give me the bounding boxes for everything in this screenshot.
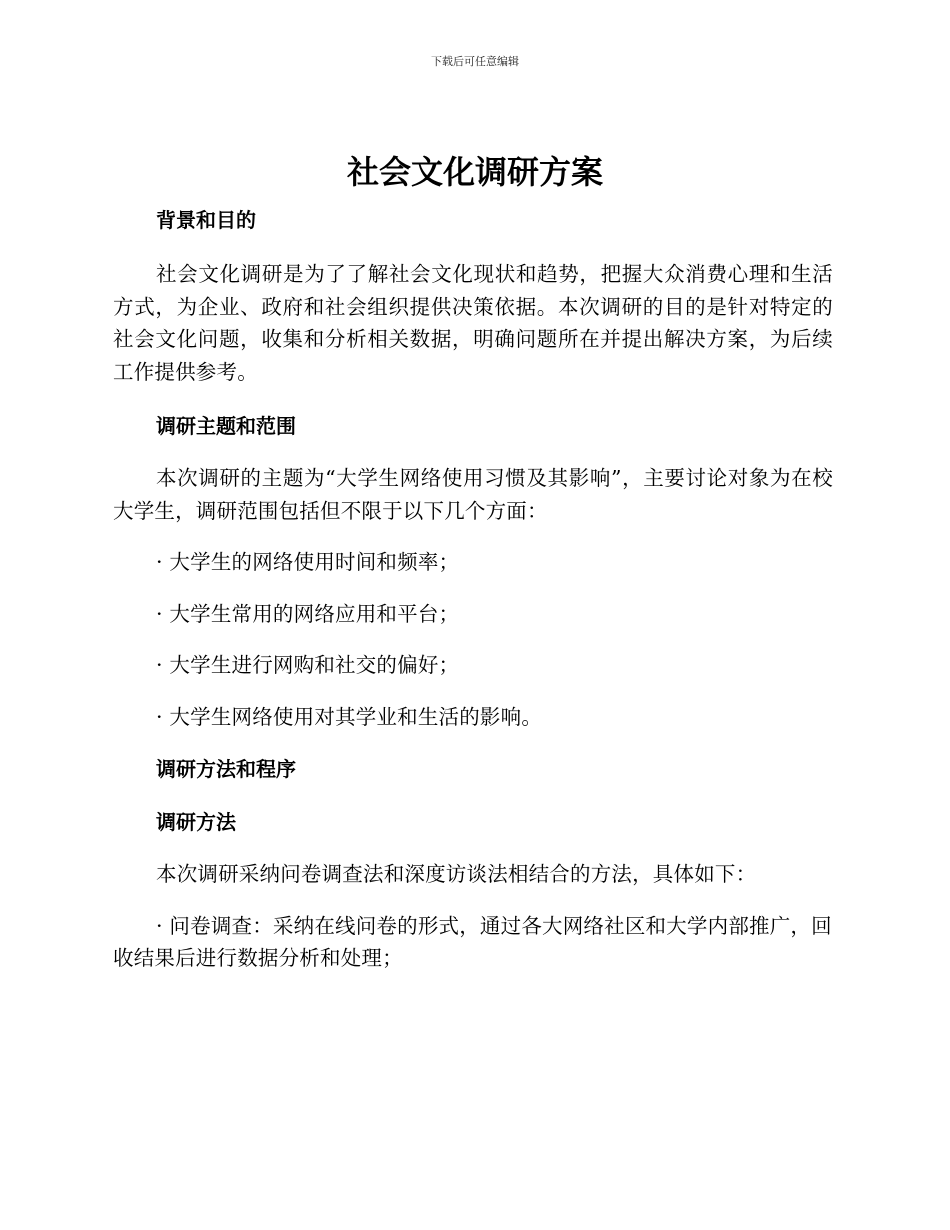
- list-item: · 大学生的网络使用时间和频率；: [156, 550, 460, 574]
- spacer: [113, 630, 833, 649]
- spacer: [113, 733, 833, 752]
- document-body: [113, 203, 833, 975]
- spacer: [113, 579, 833, 598]
- document-title: 社会文化调研方案: [346, 153, 603, 191]
- spacer: [113, 682, 833, 701]
- paragraph-background: 社会文化调研是为了了解社会文化现状和趋势，把握大众消费心理和生活方式，为企业、政府和社会组织提供决策依据。本次调研的目的是针对特定的社会文化问题，收集和分析相关数据，明确问题所在并提出解决方案，为后续工作提供参考。: [113, 262, 833, 384]
- section-heading-scope: 调研主题和范围: [156, 414, 296, 438]
- list-item: · 大学生网络使用对其学业和生活的影响。: [156, 704, 543, 729]
- spacer: [113, 237, 833, 258]
- spacer: [113, 839, 833, 858]
- spacer: [113, 891, 833, 910]
- paragraph-methods: 本次调研采纳问卷调查法和深度访谈法相结合的方法，具体如下：: [156, 862, 757, 886]
- spacer: [113, 527, 833, 546]
- list-item: · 大学生常用的网络应用和平台；: [156, 601, 460, 626]
- paragraph-scope: 本次调研的主题为“大学生网络使用习惯及其影响”，主要讨论对象为在校大学生，调研范围包括但不限于以下几个方面：: [113, 466, 833, 523]
- section-heading-methods: 调研方法和程序: [156, 757, 296, 781]
- section-heading-background: 背景和目的: [156, 208, 256, 232]
- header-note: 下载后可任意编辑: [431, 55, 519, 68]
- subsection-heading-methods: 调研方法: [156, 810, 236, 834]
- spacer: [113, 388, 833, 409]
- spacer: [113, 443, 833, 462]
- spacer: [113, 786, 833, 805]
- list-item: · 大学生进行网购和社交的偏好；: [156, 653, 460, 677]
- list-item: · 问卷调查：采纳在线问卷的形式，通过各大网络社区和大学内部推广，回收结果后进行数据分析和处理；: [113, 913, 832, 970]
